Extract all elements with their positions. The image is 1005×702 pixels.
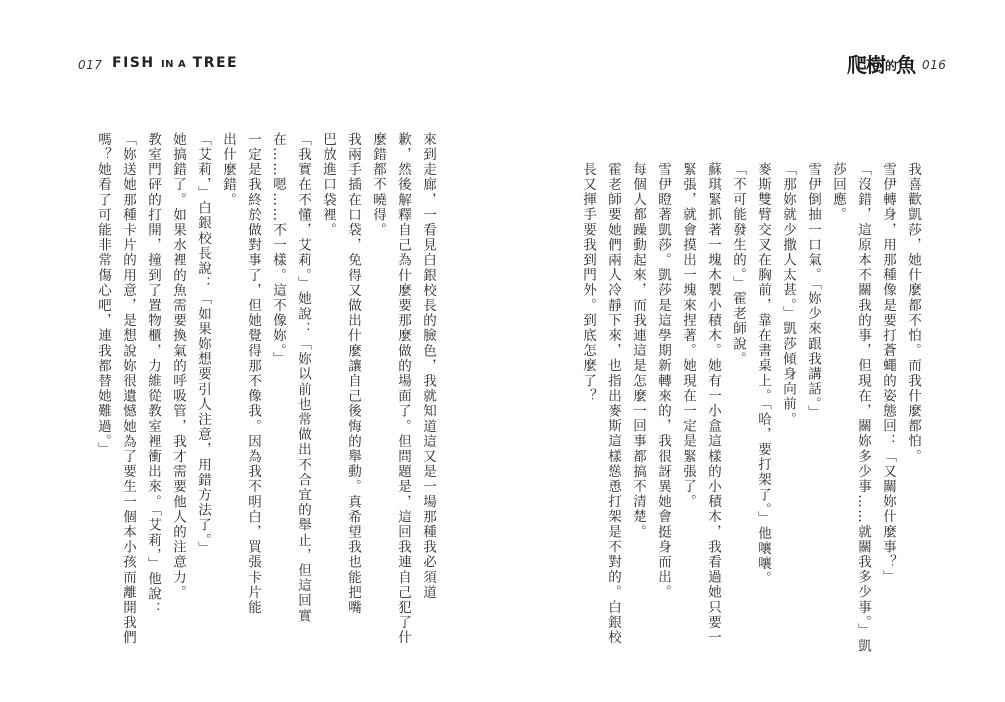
paragraph-line: 「沒錯，這原本不關我的事，但現在，關妳多少事……就關我多少事。」凱 bbox=[855, 162, 871, 654]
paragraph-line: 「妳送她那種卡片的用意，是想說妳很遺憾她為了要生一個本小孩而離開我們 bbox=[120, 132, 136, 646]
paragraph-line: 長又揮手要我到門外。到底怎麼了？ bbox=[580, 162, 596, 404]
paragraph-line: 教室門砰的打開，撞到了置物櫃，力維從教室裡衝出來。「艾莉，」他說： bbox=[145, 132, 161, 617]
title-zh-part3: 魚 bbox=[896, 53, 916, 77]
paragraph-line: 「艾莉，」白銀校長說：「如果妳想要引人注意，用錯方法了。」 bbox=[195, 132, 211, 557]
paragraph-line: 麼錯都不曉得。 bbox=[370, 132, 386, 238]
paragraph-line: 出什麼錯。 bbox=[220, 132, 236, 208]
left-page-number: 017 bbox=[78, 58, 103, 72]
paragraph-line: 雪伊瞪著凱莎。凱莎是這學期新轉來的，我很訝異她會挺身而出。 bbox=[655, 162, 671, 600]
paragraph-line: 我兩手插在口袋，免得又做出什麼讓自己後悔的舉動。真希望我也能把嘴 bbox=[345, 132, 361, 616]
paragraph-line: 雪伊轉身，用那種像是要打蒼蠅的姿態回：「又關妳什麼事？」 bbox=[880, 162, 896, 585]
paragraph-line: 她搞錯了。如果水裡的魚需要換氣的呼吸管，我才需要他人的注意力。 bbox=[170, 132, 186, 601]
paragraph-line: 我喜歡凱莎，她什麼都不怕。而我什麼都怕。 bbox=[905, 162, 921, 464]
paragraph-line: 「不可能發生的。」霍老師說。 bbox=[730, 162, 746, 367]
paragraph-line: 「我實在不懂，艾莉。」她說：「妳以前也常做出不合宜的舉止，但這回實 bbox=[295, 132, 311, 624]
paragraph-line: 嗎？她看了可能非常傷心吧，連我都替她難過。」 bbox=[95, 132, 111, 458]
paragraph-line: 巴放進口袋裡。 bbox=[320, 132, 336, 238]
paragraph-line: 雪伊倒抽一口氣。「妳少來跟我講話。」 bbox=[805, 162, 821, 421]
paragraph-line: 「那妳就少撒人太甚。」凱莎傾身向前。 bbox=[780, 162, 796, 428]
paragraph-line: 莎回應。 bbox=[830, 162, 846, 223]
right-page-number: 016 bbox=[922, 58, 947, 72]
paragraph-line: 每個人都躁動起來，而我連這是怎麼一回事都搞不清楚。 bbox=[630, 162, 646, 540]
paragraph-line: 麥斯雙臂交叉在胸前，靠在書桌上。「哈，要打架了。」他嚷嚷。 bbox=[755, 162, 771, 587]
paragraph-line: 歉，然後解釋自己為什麼要那麼做的場面了。但問題是，這回我連自己犯了什 bbox=[395, 132, 411, 646]
left-page-body bbox=[90, 132, 440, 646]
paragraph-line: 緊張，就會摸出一塊來捏著。她現在一定是緊張了。 bbox=[680, 162, 696, 510]
title-zh-part1: 爬樹 bbox=[847, 53, 885, 77]
title-word-tree: TREE bbox=[192, 55, 239, 71]
right-page-body bbox=[575, 162, 925, 654]
paragraph-line: 一定是我終於做對事了，但她覺得那不像我。因為我不明白，買張卡片能 bbox=[245, 132, 261, 616]
title-zh-part2: 的 bbox=[885, 59, 897, 73]
title-word-in-a: IN A bbox=[160, 59, 187, 70]
paragraph-line: 蘇琪緊抓著一塊木製小積木。她有一小盒這樣的小積木，我看過她只要一 bbox=[705, 162, 721, 646]
left-running-title bbox=[112, 55, 238, 71]
paragraph-line: 在……嗯……不一樣。這不像妳。」 bbox=[270, 132, 286, 367]
paragraph-line: 霍老師要她們兩人冷靜下來，也指出麥斯這樣慫恿打架是不對的。白銀校 bbox=[605, 162, 621, 646]
paragraph-line: 來到走廊，一看見白銀校長的臉色，我就知道這又是一場那種我必須道 bbox=[420, 132, 436, 601]
right-running-title bbox=[847, 49, 915, 78]
title-word-fish: FISH bbox=[112, 55, 155, 71]
